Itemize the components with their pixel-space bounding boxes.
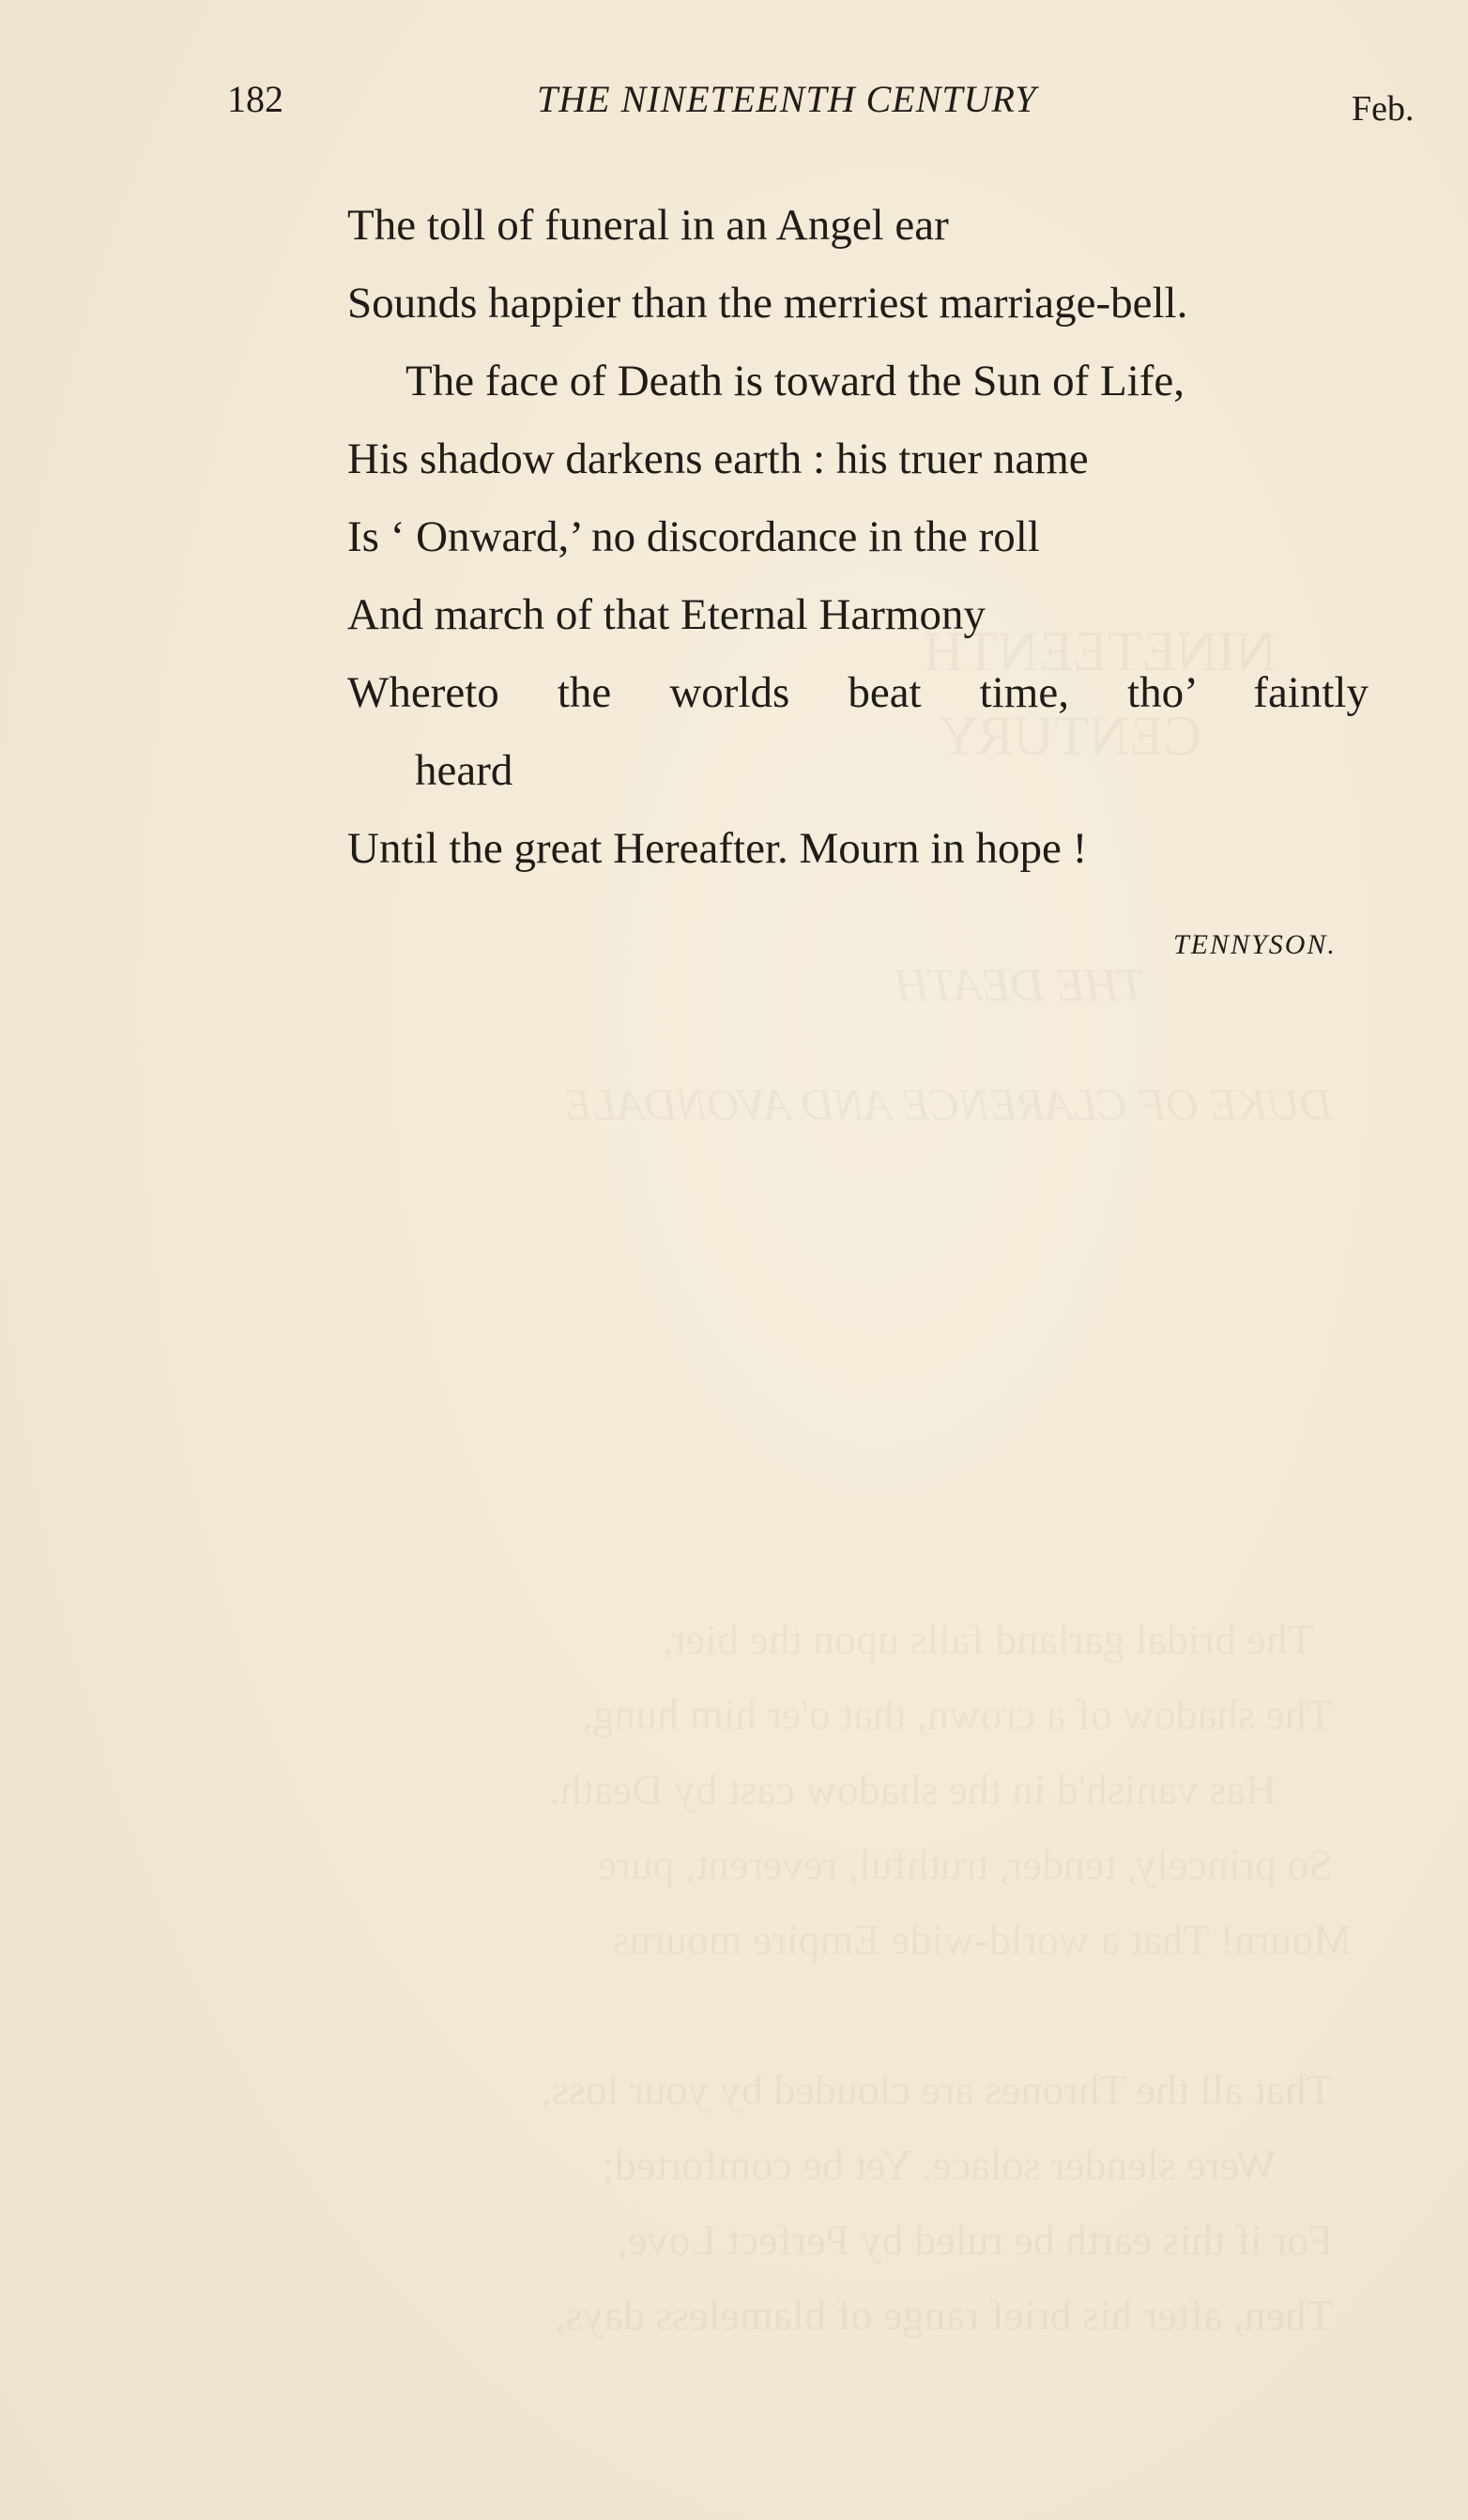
poem-author: TENNYSON. [1173,929,1337,960]
poem-line: The toll of funeral in an Angel ear [347,201,949,250]
poem-line: The face of Death is toward the Sun of Life, [405,357,1185,405]
page-number: 182 [227,78,283,120]
poem-line: Is ‘ Onward,’ no discordance in the roll [347,512,1040,561]
poem-line: Sounds happier than the merriest marriage-bell. [347,279,1188,328]
poem-line: Whereto the worlds beat time, tho’ faintly [347,668,1369,717]
running-header [0,77,1468,133]
running-title: THE NINETEENTH CENTURY [537,78,1037,120]
poem-line: Until the great Hereafter. Mourn in hope ! [347,824,1088,873]
poem-line: His shadow darkens earth : his truer name [347,435,1089,483]
header-month: Feb. [1352,89,1414,129]
poem-line: And march of that Eternal Harmony [347,590,986,639]
poem-line-continuation: heard [415,746,513,795]
